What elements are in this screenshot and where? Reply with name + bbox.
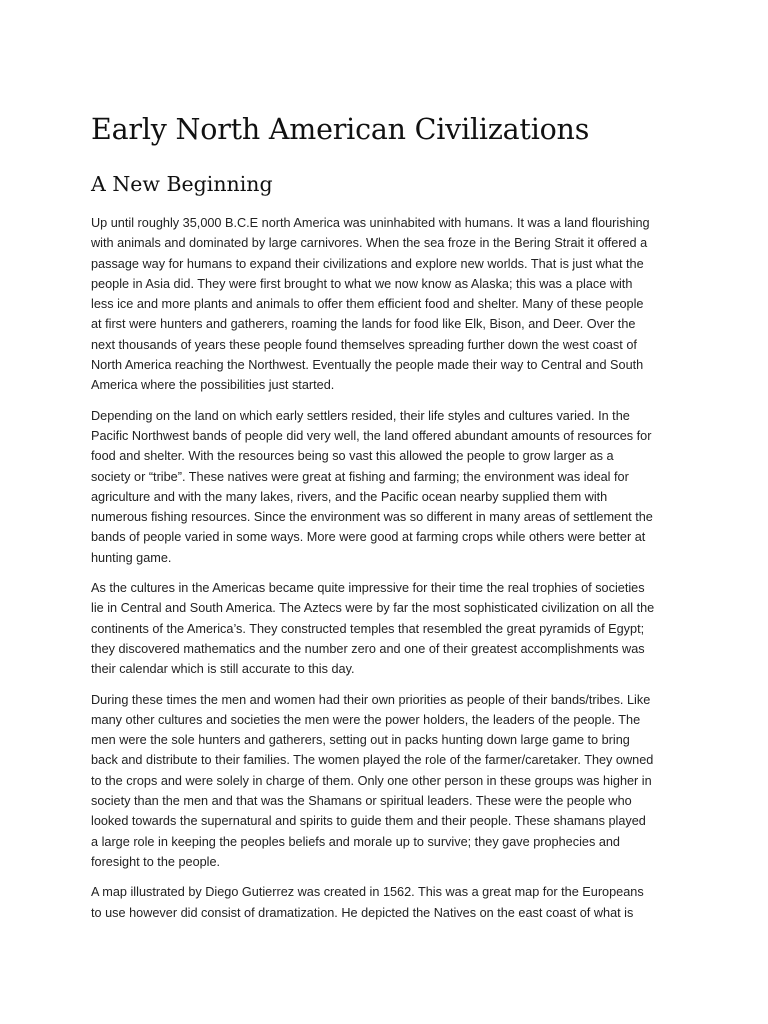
text-line: a large role in keeping the peoples beliefs and morale up to survive; they gave prophecies and <box>91 834 620 849</box>
paragraph-1 <box>91 213 681 396</box>
text-line: Up until roughly 35,000 B.C.E north America was uninhabited with humans. It was a land flourishing <box>91 216 650 230</box>
text-line: North America reaching the Northwest. Eventually the people made their way to Central and South <box>91 358 644 373</box>
paragraph-3 <box>91 578 681 679</box>
text-line: hunting game. <box>91 550 172 565</box>
document-body <box>91 213 681 933</box>
text-line: numerous fishing resources. Since the environment was so different in many areas of settlement the <box>91 510 653 525</box>
text-line: their calendar which is still accurate to this day. <box>91 662 355 677</box>
text-line: with animals and dominated by large carnivores. When the sea froze in the Bering Strait it offered a <box>91 236 648 251</box>
paragraph-2 <box>91 406 681 568</box>
text-line: society than the men and that was the Shamans or spiritual leaders. These were the people who <box>91 794 632 809</box>
text-line: many other cultures and societies the men were the power holders, the leaders of the people. The <box>91 712 641 727</box>
text-line: society or “tribe”. These natives were great at fishing and farming; the environment was ideal for <box>91 469 629 484</box>
text-line: back and distribute to their families. The women played the role of the farmer/caretaker. They owned <box>91 753 654 768</box>
paragraph-4 <box>91 690 681 873</box>
text-line: next thousands of years these people found themselves spreading further down the west coast of <box>91 337 637 352</box>
text-line: looked towards the supernatural and spirits to guide them and their people. These shamans played <box>91 814 646 829</box>
text-line: men were the sole hunters and gatherers, setting out in packs hunting down large game to bring <box>91 733 630 748</box>
section-heading: A New Beginning <box>91 172 273 196</box>
text-line: During these times the men and women had their own priorities as people of their bands/tribes. Like <box>91 692 651 707</box>
text-line: lie in Central and South America. The Aztecs were by far the most sophisticated civilization on all the <box>91 601 655 616</box>
text-line: continents of the America’s. They constructed temples that resembled the great pyramids of Egypt; <box>91 621 645 636</box>
text-line: people in Asia did. They were first brought to what we now know as Alaska; this was a place with <box>91 276 633 291</box>
text-line: As the cultures in the Americas became quite impressive for their time the real trophies of societies <box>91 581 645 596</box>
text-line: passage way for humans to expand their civilizations and explore new worlds. That is just what the <box>91 256 644 271</box>
text-line: foresight to the people. <box>91 854 221 869</box>
paragraph-5 <box>91 882 681 923</box>
text-line: food and shelter. With the resources being so vast this allowed the people to grow larger as a <box>91 449 614 464</box>
text-line: Depending on the land on which early settlers resided, their life styles and cultures varied. In the <box>91 408 630 423</box>
text-line: agriculture and with the many lakes, rivers, and the Pacific ocean nearby supplied them with <box>91 489 608 504</box>
text-line: they discovered mathematics and the number zero and one of their greatest accomplishments was <box>91 641 645 656</box>
text-line: Pacific Northwest bands of people did very well, the land offered abundant amounts of resources for <box>91 428 652 443</box>
text-line: to use however did consist of dramatization. He depicted the Natives on the east coast of what is <box>91 905 634 920</box>
text-line: A map illustrated by Diego Gutierrez was created in 1562. This was a great map for the Europeans <box>91 885 644 900</box>
text-line: to the crops and were solely in charge of them. Only one other person in these groups was higher in <box>91 773 652 788</box>
text-line: America where the possibilities just started. <box>91 378 335 393</box>
text-line: less ice and more plants and animals to offer them efficient food and shelter. Many of these people <box>91 297 644 312</box>
text-line: bands of people varied in some ways. More were good at farming crops while others were better at <box>91 530 646 545</box>
document-title: Early North American Civilizations <box>91 113 590 146</box>
text-line: at first were hunters and gatherers, roaming the lands for food like Elk, Bison, and Deer. Over the <box>91 317 636 332</box>
